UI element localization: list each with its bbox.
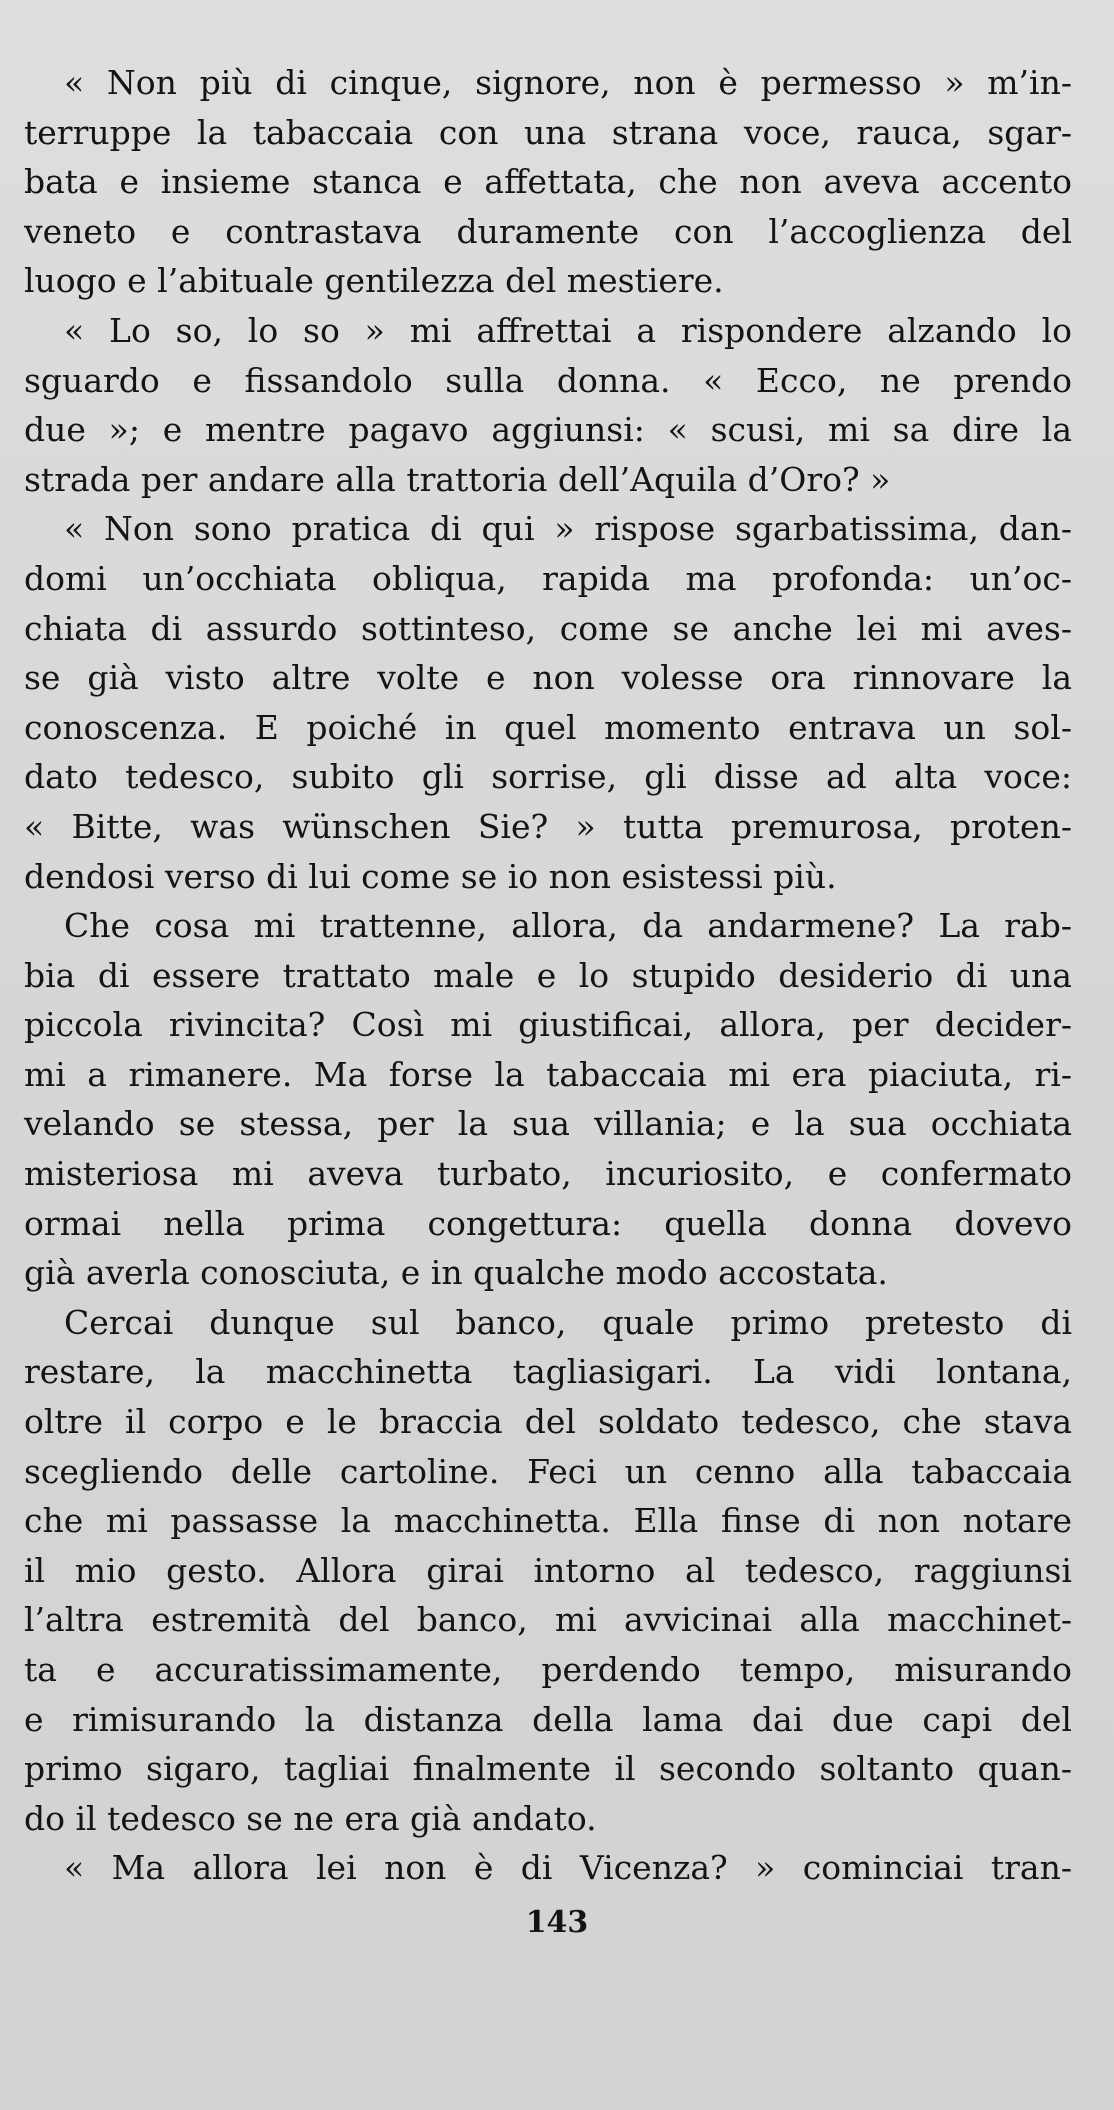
- text-line: do il tedesco se ne era già andato.: [24, 1798, 597, 1838]
- text-line: il mio gesto. Allora girai intorno al tedesco, raggiunsi: [24, 1550, 1072, 1590]
- text-line: conoscenza. E poiché in quel momento entrava un sol-: [24, 707, 1072, 747]
- text-line: due »; e mentre pagavo aggiunsi: « scusi, mi sa dire la: [24, 410, 1072, 450]
- text-line: e rimisurando la distanza della lama dai due capi del: [24, 1699, 1072, 1739]
- text-line: se già visto altre volte e non volesse ora rinnovare la: [24, 658, 1072, 698]
- text-line: oltre il corpo e le braccia del soldato tedesco, che stava: [24, 1402, 1072, 1442]
- text-line: « Non più di cinque, signore, non è permesso » m’in-: [64, 63, 1072, 102]
- text-line: Cercai dunque sul banco, quale primo pretesto di: [64, 1302, 1072, 1342]
- text-line: piccola rivincita? Così mi giustificai, allora, per decider-: [24, 1005, 1072, 1045]
- text-line: primo sigaro, tagliai finalmente il secondo soltanto quan-: [24, 1749, 1072, 1789]
- text-line: chiata di assurdo sottinteso, come se anche lei mi aves-: [24, 608, 1072, 648]
- text-line: velando se stessa, per la sua villania; e la sua occhiata: [24, 1104, 1072, 1144]
- text-line: Che cosa mi trattenne, allora, da andarmene? La rab-: [64, 906, 1072, 946]
- text-line: bata e insieme stanca e affettata, che non aveva accento: [24, 162, 1072, 202]
- text-line: terruppe la tabaccaia con una strana voce, rauca, sgar-: [24, 112, 1072, 152]
- text-line: bia di essere trattato male e lo stupido desiderio di una: [24, 955, 1072, 995]
- text-line: l’altra estremità del banco, mi avvicinai alla macchinet-: [24, 1600, 1072, 1640]
- text-line: domi un’occhiata obliqua, rapida ma profonda: un’oc-: [24, 558, 1072, 598]
- text-line: dendosi verso di lui come se io non esistessi più.: [24, 856, 837, 896]
- text-line: ormai nella prima congettura: quella donna dovevo: [24, 1203, 1072, 1243]
- text-line: « Lo so, lo so » mi affrettai a rispondere alzando lo: [64, 310, 1072, 350]
- page-number: 143: [525, 1905, 589, 1940]
- text-line: luogo e l’abituale gentilezza del mestiere.: [24, 261, 724, 301]
- text-line: « Ma allora lei non è di Vicenza? » cominciai tran-: [64, 1848, 1072, 1888]
- text-line: strada per andare alla trattoria dell’Aquila d’Oro? »: [24, 459, 891, 499]
- text-line: restare, la macchinetta tagliasigari. La vidi lontana,: [24, 1352, 1072, 1392]
- body-text: [24, 58, 1072, 1893]
- text-line: scegliendo delle cartoline. Feci un cenno alla tabaccaia: [24, 1451, 1072, 1491]
- text-line: veneto e contrastava duramente con l’accoglienza del: [24, 211, 1072, 251]
- text-line: già averla conosciuta, e in qualche modo accostata.: [24, 1253, 888, 1293]
- text-line: sguardo e fissandolo sulla donna. « Ecco, ne prendo: [24, 360, 1072, 400]
- text-line: « Non sono pratica di qui » rispose sgarbatissima, dan-: [64, 509, 1072, 549]
- text-line: misteriosa mi aveva turbato, incuriosito, e confermato: [24, 1154, 1072, 1194]
- text-line: mi a rimanere. Ma forse la tabaccaia mi era piaciuta, ri-: [24, 1054, 1072, 1094]
- text-line: che mi passasse la macchinetta. Ella finse di non notare: [24, 1501, 1072, 1541]
- text-line: ta e accuratissimamente, perdendo tempo, misurando: [24, 1650, 1072, 1689]
- text-line: « Bitte, was wünschen Sie? » tutta premurosa, proten-: [24, 806, 1072, 846]
- text-line: dato tedesco, subito gli sorrise, gli disse ad alta voce:: [24, 757, 1072, 797]
